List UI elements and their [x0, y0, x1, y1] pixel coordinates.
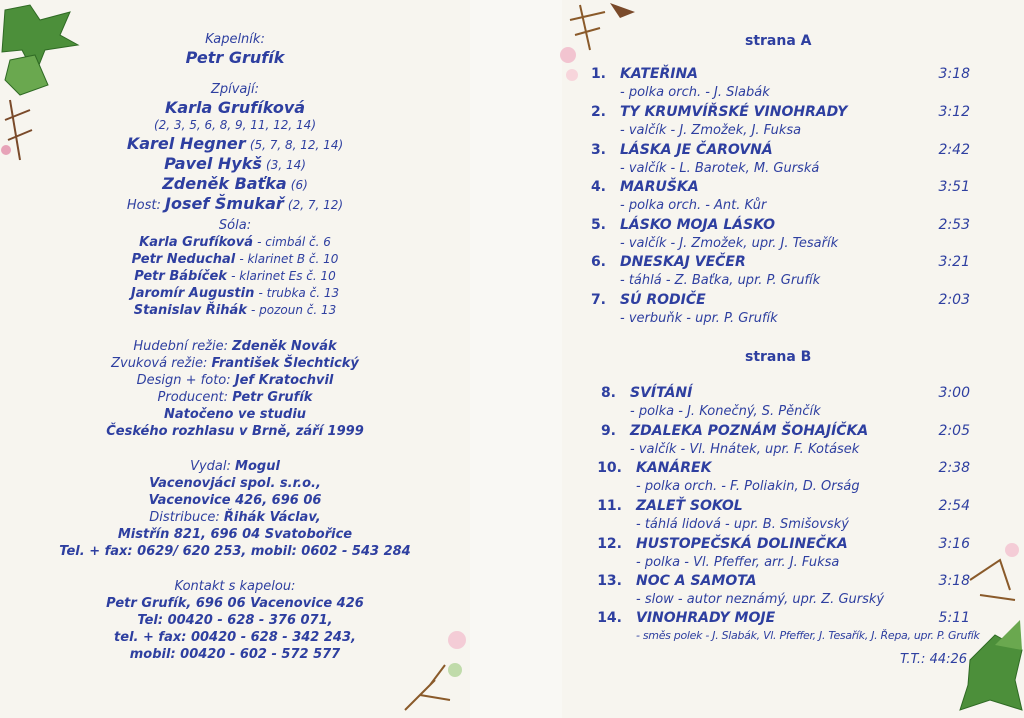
track-credit: - polka - Vl. Pfeffer, arr. J. Fuksa	[636, 555, 840, 570]
singer-tracks: (2, 3, 5, 6, 8, 9, 11, 12, 14)	[153, 118, 316, 132]
track-number: 9.	[600, 423, 616, 439]
credit-label: Producent:	[157, 390, 229, 405]
contact-line: Tel: 00420 - 628 - 376 071,	[137, 613, 333, 628]
track-number: 8.	[600, 385, 616, 401]
singer-name: Karel Hegner	[126, 134, 246, 153]
track-number: 6.	[590, 254, 606, 270]
track-credit: - táhlá - Z. Baťka, upr. P. Grufík	[620, 273, 821, 288]
solo-name: Jaromír Augustin	[130, 286, 255, 301]
track-title: SÚ RODIČE	[620, 292, 706, 308]
studio-line: Českého rozhlasu v Brně, září 1999	[106, 424, 364, 439]
solo-name: Petr Bábíček	[134, 269, 227, 284]
host-tracks: (2, 7, 12)	[287, 198, 344, 212]
track-credit: - polka orch. - Ant. Kůr	[620, 198, 767, 213]
track-credit: - verbuňk - upr. P. Grufík	[620, 311, 778, 326]
track-credit: - valčík - Vl. Hnátek, upr. F. Kotásek	[630, 442, 860, 457]
center-fold	[470, 0, 562, 718]
credit-value: František Šlechtický	[211, 356, 359, 371]
track-title: ZALEŤ SOKOL	[636, 498, 743, 514]
singer-name: Karla Grufíková	[164, 98, 306, 117]
production-credits-block	[0, 338, 470, 440]
track-credit: - valčík - J. Zmožek, J. Fuksa	[620, 123, 802, 138]
track-number: 10.	[597, 460, 622, 476]
publisher-company: Vacenovjáci spol. s.r.o.,	[149, 476, 321, 491]
track-credit: - valčík - L. Barotek, M. Gurská	[620, 161, 820, 176]
track-title: DNESKAJ VEČER	[620, 254, 746, 270]
side-a-heading: strana A	[745, 33, 812, 49]
publisher-address: Vacenovice 426, 696 06	[148, 493, 322, 508]
track-number: 1.	[590, 66, 606, 82]
track-number: 3.	[590, 142, 606, 158]
track-number: 4.	[590, 179, 606, 195]
contact-line: Petr Grufík, 696 06 Vacenovice 426	[106, 596, 364, 611]
credit-value: Zdeněk Novák	[232, 339, 337, 354]
host-label: Host:	[126, 198, 161, 213]
track-duration: 2:05	[938, 423, 970, 439]
track-duration: 2:42	[938, 142, 970, 158]
singers-block	[0, 81, 470, 214]
solos-block	[0, 217, 470, 319]
track-duration: 3:21	[938, 254, 970, 270]
track-credit: - valčík - J. Zmožek, upr. J. Tesařík	[620, 236, 839, 251]
solo-desc: - pozoun č. 13	[251, 303, 337, 317]
track-duration: 3:18	[938, 66, 970, 82]
track-number: 13.	[597, 573, 622, 589]
track-number: 12.	[597, 536, 622, 552]
track-title: HUSTOPEČSKÁ DOLINEČKA	[636, 536, 848, 552]
track-duration: 2:53	[938, 217, 970, 233]
band-leader-block	[0, 31, 470, 67]
track-number: 2.	[590, 104, 606, 120]
solo-desc: - cimbál č. 6	[257, 235, 331, 249]
credit-value: Petr Grufík	[232, 390, 313, 405]
track-title: NOC A SAMOTA	[636, 573, 757, 589]
track-title: SVÍTÁNÍ	[630, 385, 693, 401]
publisher-block	[0, 458, 470, 560]
distribution-phone: Tel. + fax: 0629/ 620 253, mobil: 0602 - 543 284	[59, 544, 411, 559]
track-title: MARUŠKA	[620, 179, 699, 195]
singer-name: Pavel Hykš	[164, 154, 262, 173]
track-duration: 3:51	[938, 179, 970, 195]
credit-value: Jef Kratochvil	[234, 373, 334, 388]
track-title: ZDALEKA POZNÁM ŠOHAJÍČKA	[630, 423, 869, 439]
track-title: TY KRUMVÍŘSKÉ VINOHRADY	[620, 104, 848, 120]
contact-line: tel. + fax: 00420 - 628 - 342 243,	[114, 630, 356, 645]
singer-tracks: (3, 14)	[266, 158, 306, 172]
solo-name: Karla Grufíková	[139, 235, 253, 250]
singer-tracks: (6)	[290, 178, 308, 192]
credit-label: Hudební režie:	[133, 339, 228, 354]
singers-label: Zpívají:	[210, 82, 260, 97]
credit-label: Zvuková režie:	[111, 356, 208, 371]
studio-line: Natočeno ve studiu	[163, 407, 307, 422]
solo-name: Petr Neduchal	[131, 252, 236, 267]
track-title: LÁSKA JE ČAROVNÁ	[620, 142, 773, 158]
track-duration: 3:12	[938, 104, 970, 120]
solo-desc: - klarinet Es č. 10	[231, 269, 336, 283]
side-b-heading: strana B	[745, 349, 812, 365]
track-duration: 2:54	[938, 498, 970, 514]
publisher-name: Mogul	[235, 459, 280, 474]
track-duration: 5:11	[938, 610, 970, 626]
publisher-label: Vydal:	[190, 459, 231, 474]
track-credit: - táhlá lidová - upr. B. Smišovský	[636, 517, 849, 532]
track-number: 7.	[590, 292, 606, 308]
track-duration: 2:38	[938, 460, 970, 476]
track-credit: - polka orch. - J. Slabák	[620, 85, 770, 100]
singer-name: Zdeněk Baťka	[162, 174, 287, 193]
solos-label: Sóla:	[218, 218, 252, 233]
track-title: KATEŘINA	[620, 66, 698, 82]
track-duration: 3:00	[938, 385, 970, 401]
track-title: LÁSKO MOJA LÁSKO	[620, 217, 776, 233]
track-title: VINOHRADY MOJE	[636, 610, 776, 626]
track-credit: - polka orch. - F. Poliakin, D. Orság	[636, 479, 860, 494]
solo-desc: - trubka č. 13	[258, 286, 340, 300]
contact-block	[0, 578, 470, 663]
solo-name: Stanislav Řihák	[133, 303, 247, 318]
track-number: 5.	[590, 217, 606, 233]
distribution-label: Distribuce:	[149, 510, 220, 525]
singer-tracks: (5, 7, 8, 12, 14)	[249, 138, 344, 152]
distribution-address: Mistřín 821, 696 04 Svatobořice	[117, 527, 353, 542]
solo-desc: - klarinet B č. 10	[239, 252, 339, 266]
track-duration: 3:16	[938, 536, 970, 552]
band-leader-label: Kapelník:	[205, 32, 265, 47]
track-credit: - polka - J. Konečný, S. Pěnčík	[630, 404, 821, 419]
contact-label: Kontakt s kapelou:	[174, 579, 296, 594]
track-credit: - směs polek - J. Slabák, Vl. Pfeffer, J. Tesařík, J. Řepa, upr. P. Grufík	[636, 629, 980, 642]
track-title: KANÁREK	[636, 460, 712, 476]
host-name: Josef Šmukař	[165, 194, 284, 213]
track-number: 14.	[597, 610, 622, 626]
track-duration: 2:03	[938, 292, 970, 308]
total-time: T.T.: 44:26	[900, 652, 968, 667]
track-duration: 3:18	[938, 573, 970, 589]
track-number: 11.	[597, 498, 622, 514]
credit-label: Design + foto:	[136, 373, 231, 388]
contact-line: mobil: 00420 - 602 - 572 577	[129, 647, 341, 662]
band-leader-name: Petr Grufík	[185, 48, 285, 67]
distribution-name: Řihák Václav,	[223, 510, 321, 525]
track-credit: - slow - autor neznámý, upr. Z. Gurský	[636, 592, 885, 607]
